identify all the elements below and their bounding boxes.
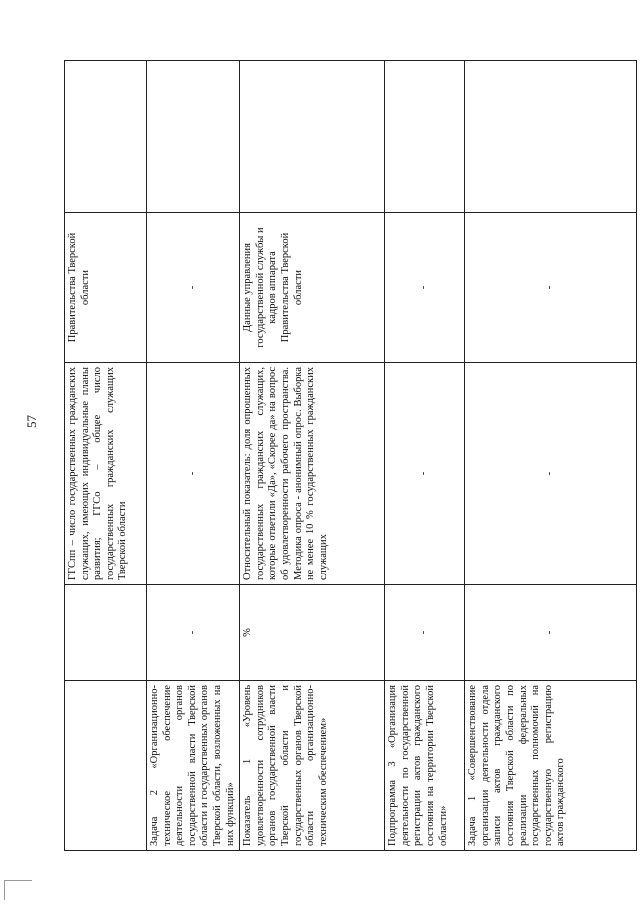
indicator-table (64, 60, 637, 851)
cell-source: Правительства Тверской области (65, 213, 147, 363)
rotated-table-page (64, 61, 634, 851)
cell-source: - (385, 213, 465, 363)
cell-extra (147, 61, 240, 213)
cell-task: Подпрограмма 3 «Организация деятельности по государственной регистрации актов гражданского состояния на территории Тверской области» (385, 681, 465, 851)
table-row (65, 61, 147, 851)
cell-source: - (465, 213, 637, 363)
cell-method: Относительный показатель: доля опрошенных государственных гражданских служащих, которые ответили «Да», «Скорее да» на вопрос об удовлетворенности рабочего пространства. Методика опроса - анонимный опрос. Выборка не менее 10 % государственных гражданских служащих (240, 363, 385, 585)
cell-unit: - (385, 585, 465, 681)
cell-extra (240, 61, 385, 213)
cell-source: - (147, 213, 240, 363)
cell-unit (65, 585, 147, 681)
cell-unit: - (465, 585, 637, 681)
scan-edge-mark (4, 880, 32, 881)
cell-extra (65, 61, 147, 213)
table-row (147, 61, 240, 851)
table-row (240, 61, 385, 851)
cell-unit: - (147, 585, 240, 681)
page-number: 57 (24, 415, 39, 428)
cell-method: - (147, 363, 240, 585)
cell-source: Данные управления государственной службы и кадров аппарата Правительства Тверской области (240, 213, 385, 363)
cell-method: - (385, 363, 465, 585)
scan-edge-mark-vertical (4, 880, 5, 900)
cell-task: Показатель 1 «Уровень удовлетворенности сотрудников органов государственной власти Тверской области и государственных органов Тверской области организационно-техническим обеспечением» (240, 681, 385, 851)
table-row (465, 61, 637, 851)
cell-unit: % (240, 585, 385, 681)
cell-method: ГГСпп – число государственных гражданских служащих, имеющих индивидуальные планы развития; ГГСо – общее число государственных гражданских служащих Тверской области (65, 363, 147, 585)
cell-extra (385, 61, 465, 213)
cell-task: Задача 1 «Совершенствование организации деятельности отдела записи актов гражданского состояния Тверской области по реализации федеральных государственных полномочий на государственную регистрацию актов гражданского (465, 681, 637, 851)
cell-task (65, 681, 147, 851)
cell-extra (465, 61, 637, 213)
cell-task: Задача 2 «Организационно-техническое обеспечение деятельности органов государственной власти Тверской области и государственных органов Тверской области, возложенных на них функций» (147, 681, 240, 851)
table-row (385, 61, 465, 851)
cell-method: - (465, 363, 637, 585)
